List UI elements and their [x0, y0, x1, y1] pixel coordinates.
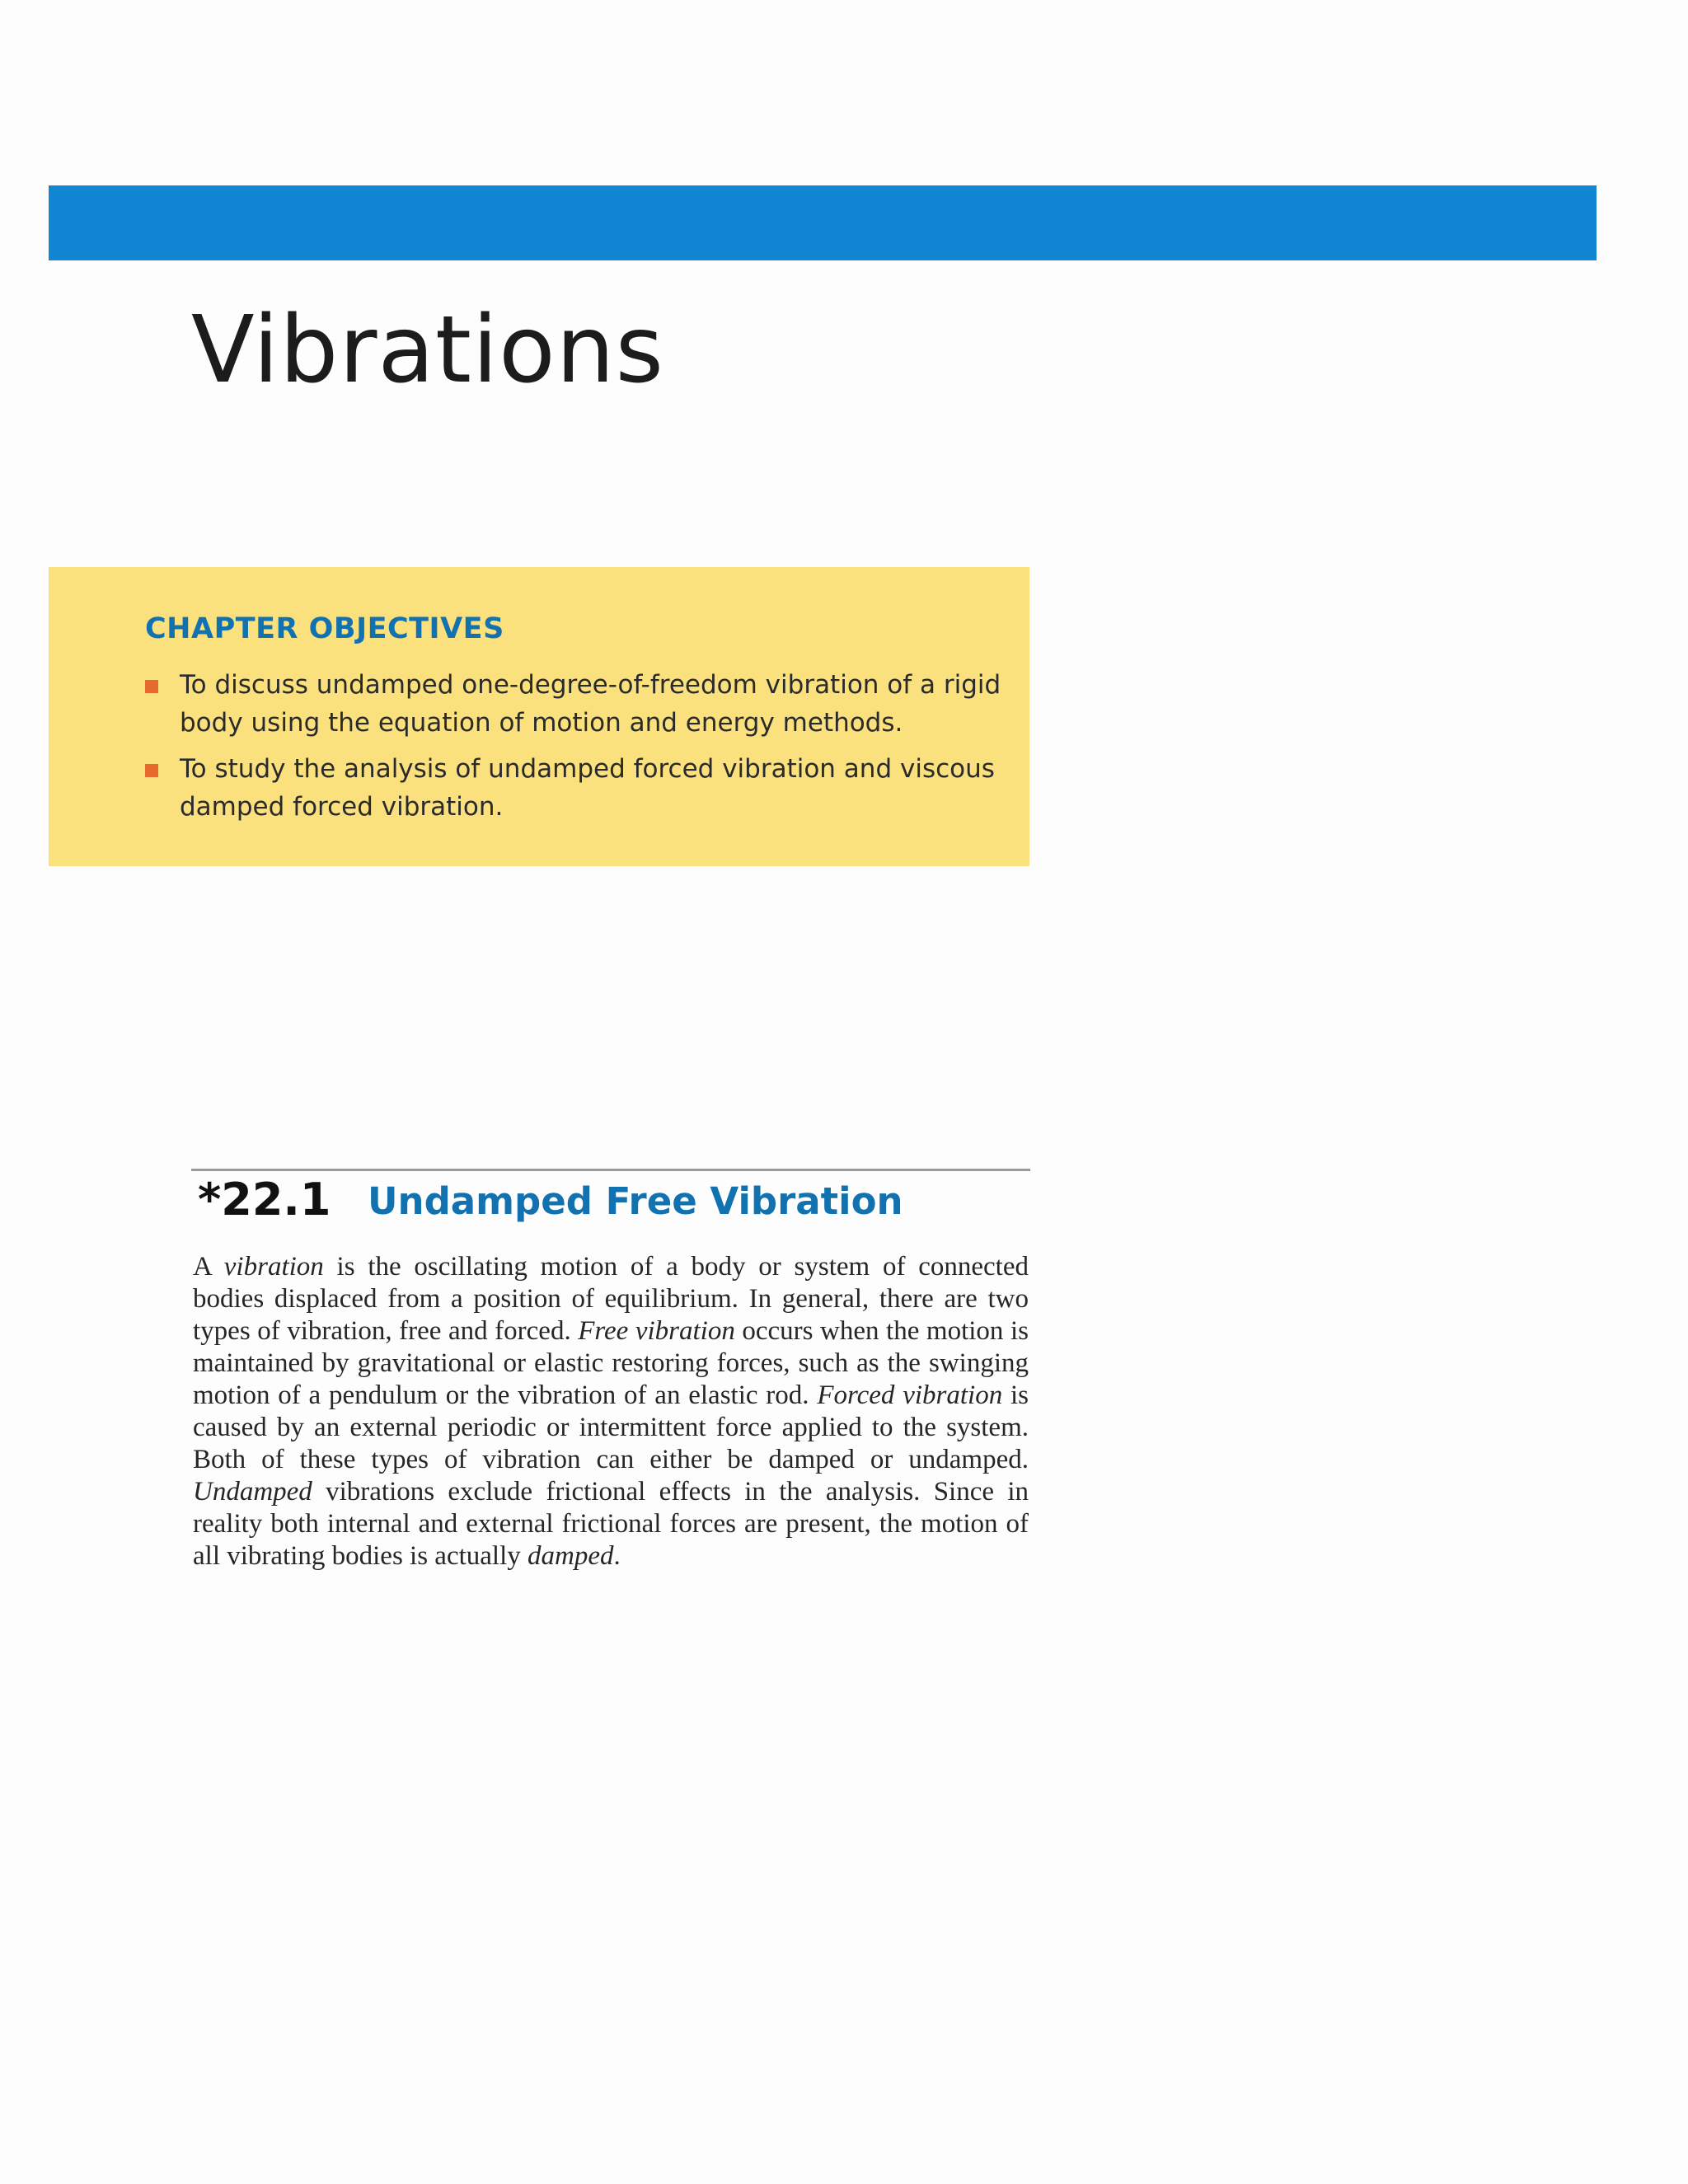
objective-text: To discuss undamped one-degree-of-freedom vibration of a rigid body using the equation of motion and energy methods. — [180, 670, 1001, 738]
objective-text: To study the analysis of undamped forced vibration and viscous damped forced vibration. — [180, 754, 995, 822]
paragraph-text: A — [193, 1252, 224, 1282]
section-body-paragraph — [193, 1251, 1029, 1572]
objectives-list — [145, 666, 1010, 834]
section-number: *22.1 — [198, 1174, 331, 1226]
section-title: Undamped Free Vibration — [368, 1179, 903, 1223]
paragraph-text: is the oscillating motion of a body or system of connected bodies displaced from a position of equilibrium. In general, there are two types of vibration, free and forced. — [193, 1252, 1029, 1346]
term-damped: damped — [528, 1541, 614, 1571]
square-bullet-icon — [145, 764, 158, 777]
objective-item — [145, 666, 1010, 742]
objectives-heading: CHAPTER OBJECTIVES — [145, 612, 504, 645]
term-forced-vibration: Forced vibration — [817, 1380, 1003, 1410]
chapter-header-band — [49, 185, 1597, 260]
paragraph-text: occurs when the motion is maintained by gravitational or elastic restoring forces, such as the swinging motion of a pendulum or the vibration of an elastic rod. — [193, 1316, 1029, 1410]
square-bullet-icon — [145, 680, 158, 693]
term-undamped: Undamped — [193, 1477, 312, 1507]
term-vibration: vibration — [223, 1252, 324, 1282]
paragraph-text: . — [613, 1541, 621, 1571]
paragraph-text: vibrations exclude frictional effects in the analysis. Since in reality both internal and external frictional forces are present, the motion of all vibrating bodies is actually — [193, 1477, 1029, 1571]
objective-item — [145, 750, 1010, 826]
chapter-title: Vibrations — [191, 297, 664, 404]
term-free-vibration: Free vibration — [578, 1316, 735, 1346]
section-divider — [191, 1169, 1030, 1171]
paragraph-text: is caused by an external periodic or intermittent force applied to the system. Both of these types of vibration can either be damped or undamped. — [193, 1380, 1029, 1474]
